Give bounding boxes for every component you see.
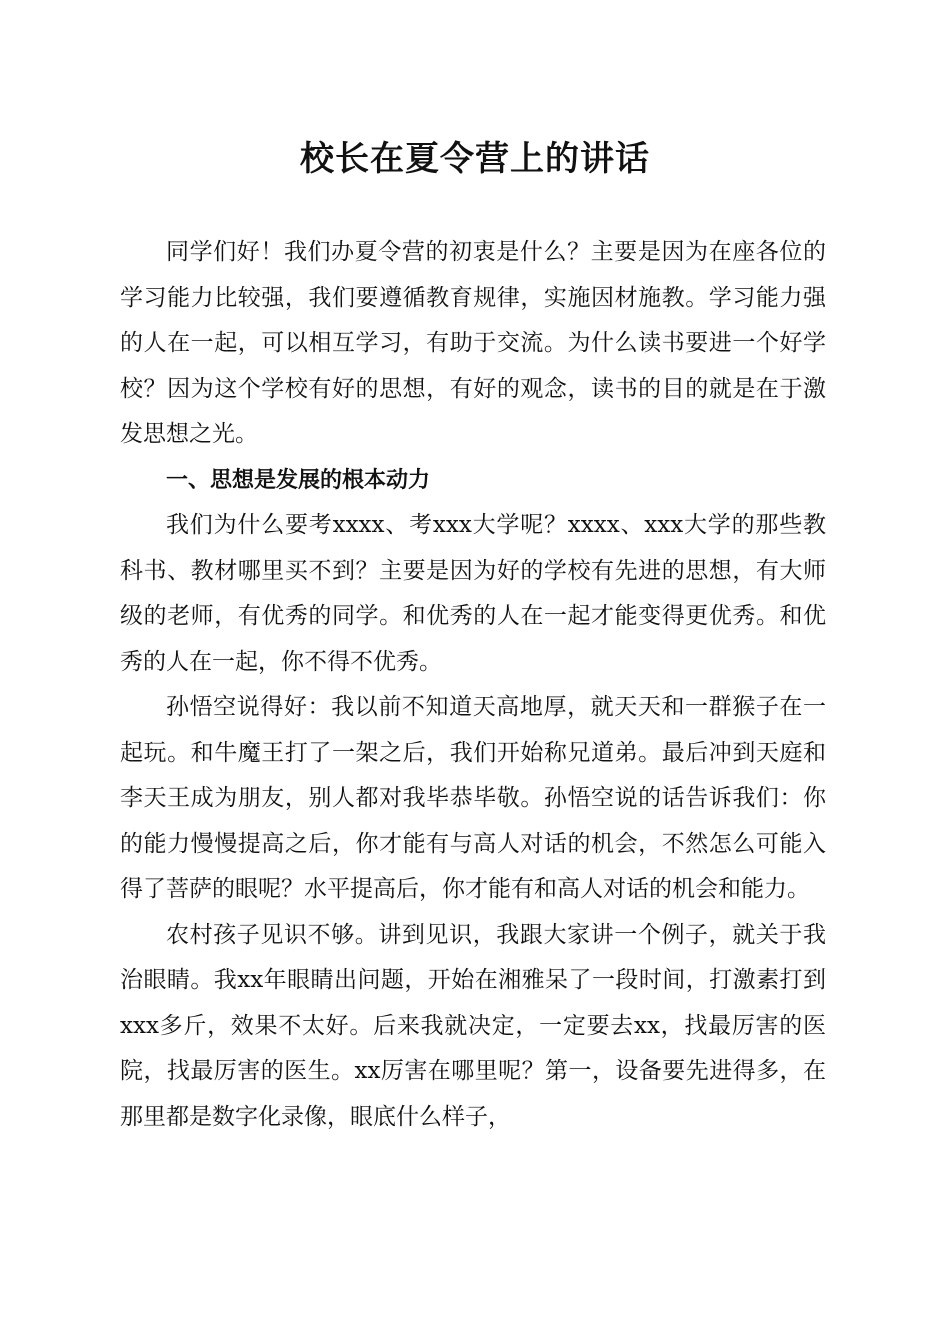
document-body [120,230,826,1140]
section-heading-1: 一、思想是发展的根本动力 [166,467,431,493]
document-title: 校长在夏令营上的讲话 [300,139,650,179]
paragraph-intro: 同学们好！我们办夏令营的初衷是什么？主要是因为在座各位的学习能力比较强，我们要遵循教育规律，实施因材施教。学习能力强的人在一起，可以相互学习，有助于交流。为什么读书要进一个好学校？因为这个学校有好的思想，有好的观念，读书的目的就是在于激发思想之光。 [120,239,826,447]
paragraph-sun-wukong: 孙悟空说得好：我以前不知道天高地厚，就天天和一群猴子在一起玩。和牛魔王打了一架之后，我们开始称兄道弟。最后冲到天庭和李天王成为朋友，别人都对我毕恭毕敬。孙悟空说的话告诉我们：你的能力慢慢提高之后，你才能有与高人对话的机会，不然怎么可能入得了菩萨的眼呢？水平提高后，你才能有和高人对话的机会和能力。 [120,694,826,902]
paragraph-university: 我们为什么要考xxxx、考xxx大学呢？xxxx、xxx大学的那些教科书、教材哪里买不到？主要是因为好的学校有先进的思想，有大师级的老师，有优秀的同学。和优秀的人在一起才能变得更优秀。和优秀的人在一起，你不得不优秀。 [120,512,826,675]
paragraph-rural-children: 农村孩子见识不够。讲到见识，我跟大家讲一个例子，就关于我治眼睛。我xx年眼睛出问题，开始在湘雅呆了一段时间，打激素打到xxx多斤，效果不太好。后来我就决定，一定要去xx，找最厉害的医院，找最厉害的医生。xx厉害在哪里呢？第一，设备要先进得多，在那里都是数字化录像，眼底什么样子， [120,921,826,1130]
